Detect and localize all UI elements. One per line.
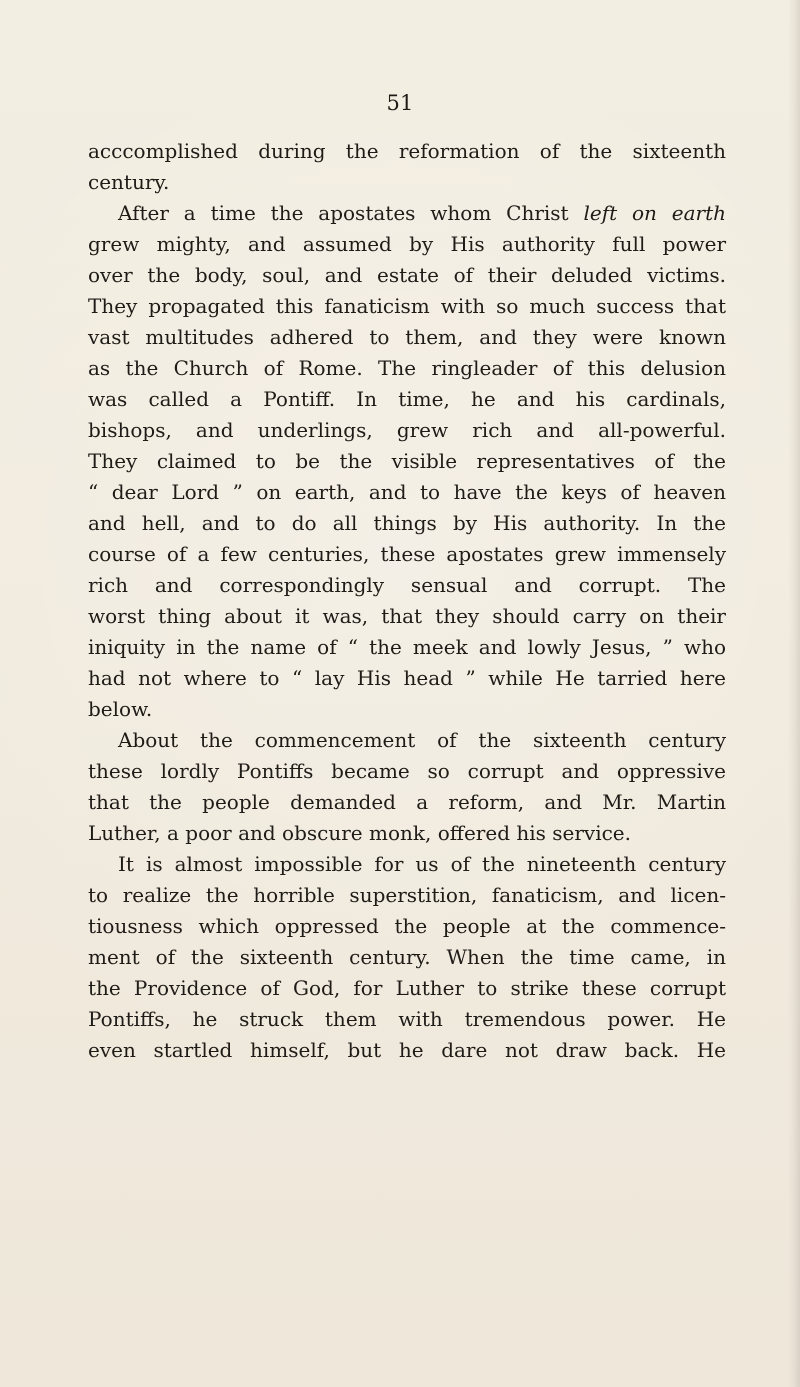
text-line-segment: After a time the apostates whom Christ <box>118 201 569 225</box>
text-line: was called a Pontiff. In time, he and his cardinals, <box>88 387 726 411</box>
text-line: About the commencement of the sixteenth century <box>118 728 726 752</box>
text-line <box>88 198 726 229</box>
text-line: to realize the horrible superstition, fanaticism, and licen- <box>88 883 726 907</box>
text-line: rich and correspondingly sensual and corrupt. The <box>88 573 726 597</box>
text-line: They propagated this fanaticism with so much success that <box>88 294 726 318</box>
italic-phrase: left on earth <box>583 201 727 225</box>
text-line: even startled himself, but he dare not draw back. He <box>88 1038 726 1062</box>
text-line: vast multitudes adhered to them, and they were known <box>88 325 726 349</box>
text-line: “ dear Lord ” on earth, and to have the keys of heaven <box>88 480 726 504</box>
text-line: iniquity in the name of “ the meek and lowly Jesus, ” who <box>88 635 726 659</box>
text-line: It is almost impossible for us of the nineteenth century <box>118 852 726 876</box>
text-line: course of a few centuries, these apostates grew immensely <box>88 542 726 566</box>
text-line: below. <box>88 697 153 721</box>
text-line: over the body, soul, and estate of their deluded victims. <box>88 263 726 287</box>
page-edge-shadow <box>788 0 800 1387</box>
page-number: 51 <box>386 91 414 115</box>
text-line: Pontiffs, he struck them with tremendous power. He <box>88 1007 726 1031</box>
text-line: as the Church of Rome. The ringleader of this delusion <box>88 356 726 380</box>
text-line: ment of the sixteenth century. When the time came, in <box>88 945 726 969</box>
text-line: Luther, a poor and obscure monk, offered his service. <box>88 821 631 845</box>
text-line: bishops, and underlings, grew rich and all-powerful. <box>88 418 726 442</box>
text-line: the Providence of God, for Luther to strike these corrupt <box>88 976 726 1000</box>
text-line: century. <box>88 170 170 194</box>
text-line: worst thing about it was, that they should carry on their <box>88 604 726 628</box>
text-line: had not where to “ lay His head ” while He tarried here <box>88 666 726 690</box>
text-line: acccomplished during the reformation of the sixteenth <box>88 139 726 163</box>
text-line: They claimed to be the visible representatives of the <box>88 449 726 473</box>
text-line: grew mighty, and assumed by His authority full power <box>88 232 726 256</box>
text-line: these lordly Pontiffs became so corrupt and oppressive <box>88 759 726 783</box>
text-line: that the people demanded a reform, and Mr. Martin <box>88 790 726 814</box>
body-text <box>88 136 726 1066</box>
text-line: tiousness which oppressed the people at the commence- <box>88 914 726 938</box>
text-line: and hell, and to do all things by His authority. In the <box>88 511 726 535</box>
